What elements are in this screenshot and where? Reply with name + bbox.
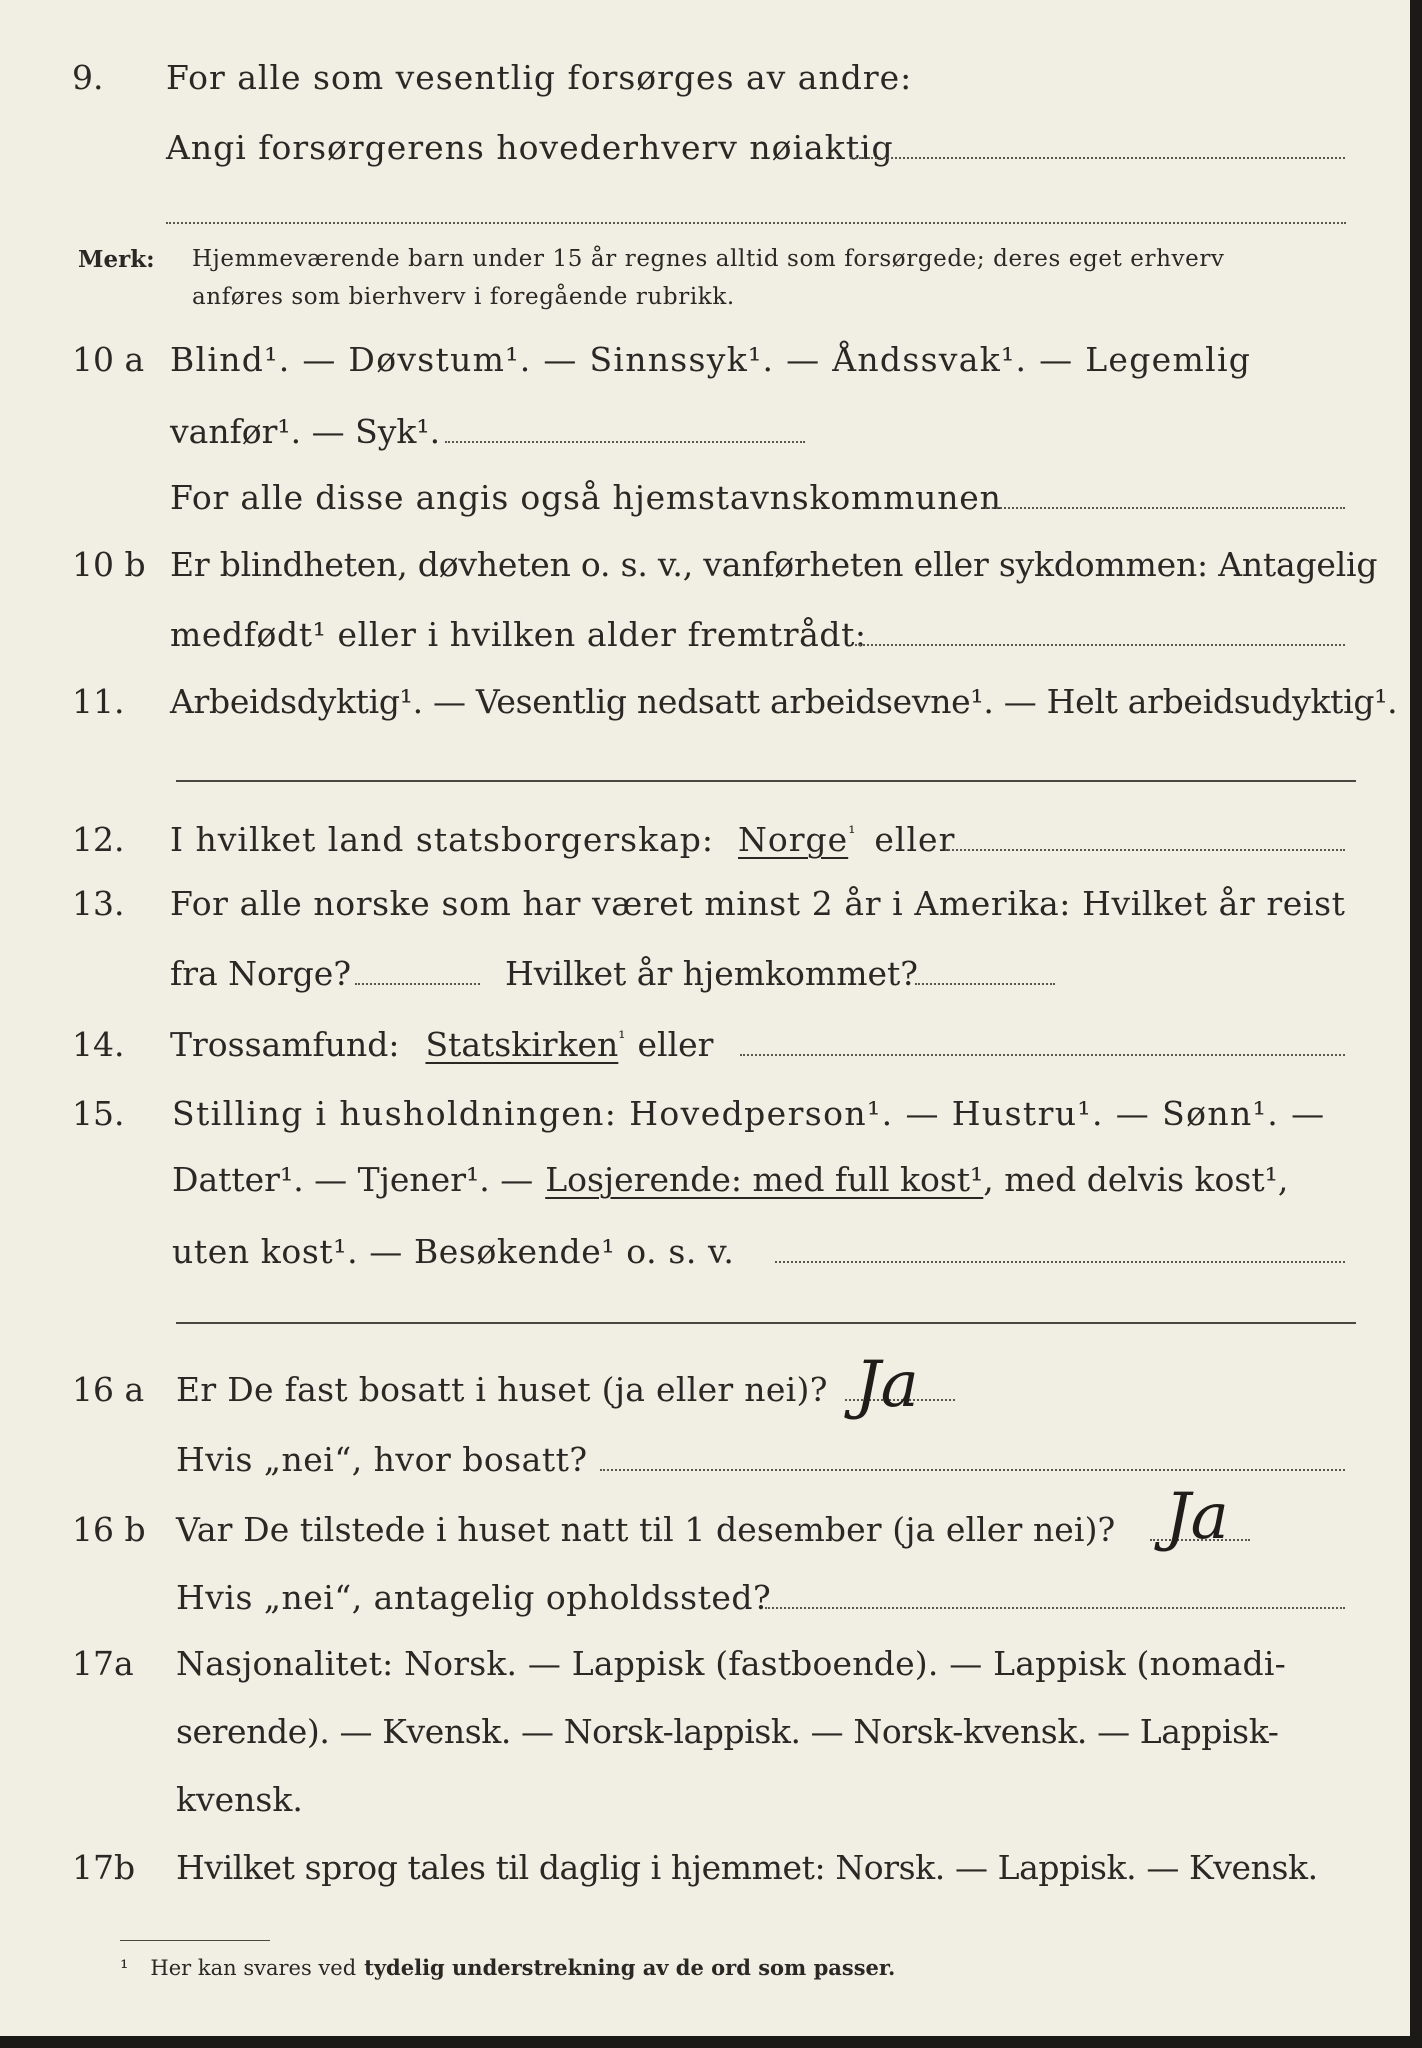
- answer-line[interactable]: [915, 983, 1055, 985]
- footnote: [120, 1955, 895, 1980]
- question-text: Hvis „nei“, antagelig opholdssted?: [176, 1578, 772, 1617]
- footnote-mark: ¹: [618, 1028, 626, 1049]
- question-text: [172, 1160, 1288, 1199]
- note-text: Hjemmeværende barn under 15 år regnes alltid som forsørgede; deres eget erhverv: [192, 246, 1225, 272]
- question-number: 10 b: [72, 545, 146, 584]
- footnote-divider: [120, 1940, 270, 1941]
- note-text: anføres som bierhverv i foregående rubrikk.: [192, 284, 735, 310]
- question-number: 16 b: [72, 1510, 146, 1549]
- underlined-answer: Losjerende: med full kost¹: [545, 1160, 984, 1199]
- question-number: 13.: [72, 884, 125, 923]
- question-text: For alle norske som har været minst 2 år i Amerika: Hvilket år reist: [170, 884, 1346, 923]
- handwritten-answer: Ja: [855, 1348, 919, 1422]
- question-number: 17a: [72, 1644, 134, 1683]
- question-text: vanfør¹. — Syk¹.: [170, 412, 441, 451]
- question-number: 15.: [72, 1094, 125, 1133]
- question-suffix: eller: [637, 1025, 714, 1064]
- section-divider: [176, 780, 1356, 782]
- question-text: Nasjonalitet: Norsk. — Lappisk (fastboende). — Lappisk (nomadi-: [176, 1644, 1286, 1683]
- question-text: Arbeidsdyktig¹. — Vesentlig nedsatt arbeidsevne¹. — Helt arbeidsudyktig¹.: [170, 682, 1398, 721]
- question-text: For alle disse angis også hjemstavnskommunen: [170, 478, 1002, 517]
- question-number: 14.: [72, 1025, 125, 1064]
- question-text: medfødt¹ eller i hvilken alder fremtrådt:: [170, 615, 867, 654]
- question-text: [170, 1025, 713, 1064]
- footnote-mark: ¹: [848, 823, 857, 844]
- question-prefix: Trossamfund:: [170, 1025, 400, 1064]
- answer-line[interactable]: [740, 1054, 1345, 1056]
- answer-line[interactable]: [945, 849, 1345, 851]
- question-number: 11.: [72, 682, 125, 721]
- question-text: kvensk.: [176, 1780, 303, 1819]
- question-part: Datter¹. — Tjener¹. —: [172, 1160, 534, 1199]
- question-text: Stilling i husholdningen: Hovedperson¹. — Hustru¹. — Sønn¹. —: [172, 1094, 1326, 1133]
- underlined-answer: Statskirken: [425, 1025, 619, 1064]
- question-text: Hvis „nei“, hvor bosatt?: [176, 1440, 588, 1479]
- underlined-answer: Norge: [738, 820, 849, 859]
- question-number: 12.: [72, 820, 125, 859]
- question-number: 17b: [72, 1848, 136, 1887]
- question-text: [170, 820, 955, 859]
- answer-line[interactable]: [985, 507, 1345, 509]
- question-part: , med delvis kost¹,: [983, 1160, 1289, 1199]
- answer-line[interactable]: [850, 157, 1345, 159]
- footnote-mark: ¹: [120, 1956, 129, 1980]
- question-text: Hvilket sprog tales til daglig i hjemmet: Norsk. — Lappisk. — Kvensk.: [176, 1848, 1318, 1887]
- handwritten-answer: Ja: [1165, 1480, 1229, 1554]
- question-text: serende). — Kvensk. — Norsk-lappisk. — Norsk-kvensk. — Lappisk-: [176, 1712, 1279, 1751]
- question-number: 9.: [72, 58, 104, 97]
- question-text: Angi forsørgerens hovederhverv nøiaktig: [166, 128, 894, 167]
- question-text: Er blindheten, døvheten o. s. v., vanførheten eller sykdommen: Antagelig: [170, 545, 1378, 584]
- question-text: Var De tilstede i huset natt til 1 desember (ja eller nei)?: [176, 1510, 1116, 1549]
- question-text: fra Norge?: [170, 954, 352, 993]
- answer-line[interactable]: [166, 222, 1346, 224]
- answer-line[interactable]: [355, 983, 480, 985]
- answer-line[interactable]: [445, 441, 805, 443]
- answer-line[interactable]: [600, 1469, 1345, 1471]
- question-text: For alle som vesentlig forsørges av andre:: [166, 58, 913, 97]
- question-prefix: I hvilket land statsborgerskap:: [170, 820, 715, 859]
- question-number: 16 a: [72, 1370, 145, 1409]
- question-text: Blind¹. — Døvstum¹. — Sinnssyk¹. — Åndssvak¹. — Legemlig: [170, 340, 1252, 379]
- answer-line[interactable]: [855, 644, 1345, 646]
- note-label: Merk:: [78, 246, 155, 273]
- question-text: uten kost¹. — Besøkende¹ o. s. v.: [172, 1232, 735, 1271]
- question-suffix: eller: [874, 820, 956, 859]
- section-divider: [176, 1322, 1356, 1324]
- question-text: Hvilket år hjemkommet?: [505, 954, 918, 993]
- answer-line[interactable]: [775, 1261, 1345, 1263]
- footnote-bold-text: tydelig understrekning av de ord som passer.: [364, 1955, 896, 1980]
- footnote-text: Her kan svares ved: [150, 1956, 357, 1980]
- question-text: Er De fast bosatt i huset (ja eller nei)?: [176, 1370, 828, 1409]
- question-number: 10 a: [72, 340, 145, 379]
- answer-line[interactable]: [765, 1607, 1345, 1609]
